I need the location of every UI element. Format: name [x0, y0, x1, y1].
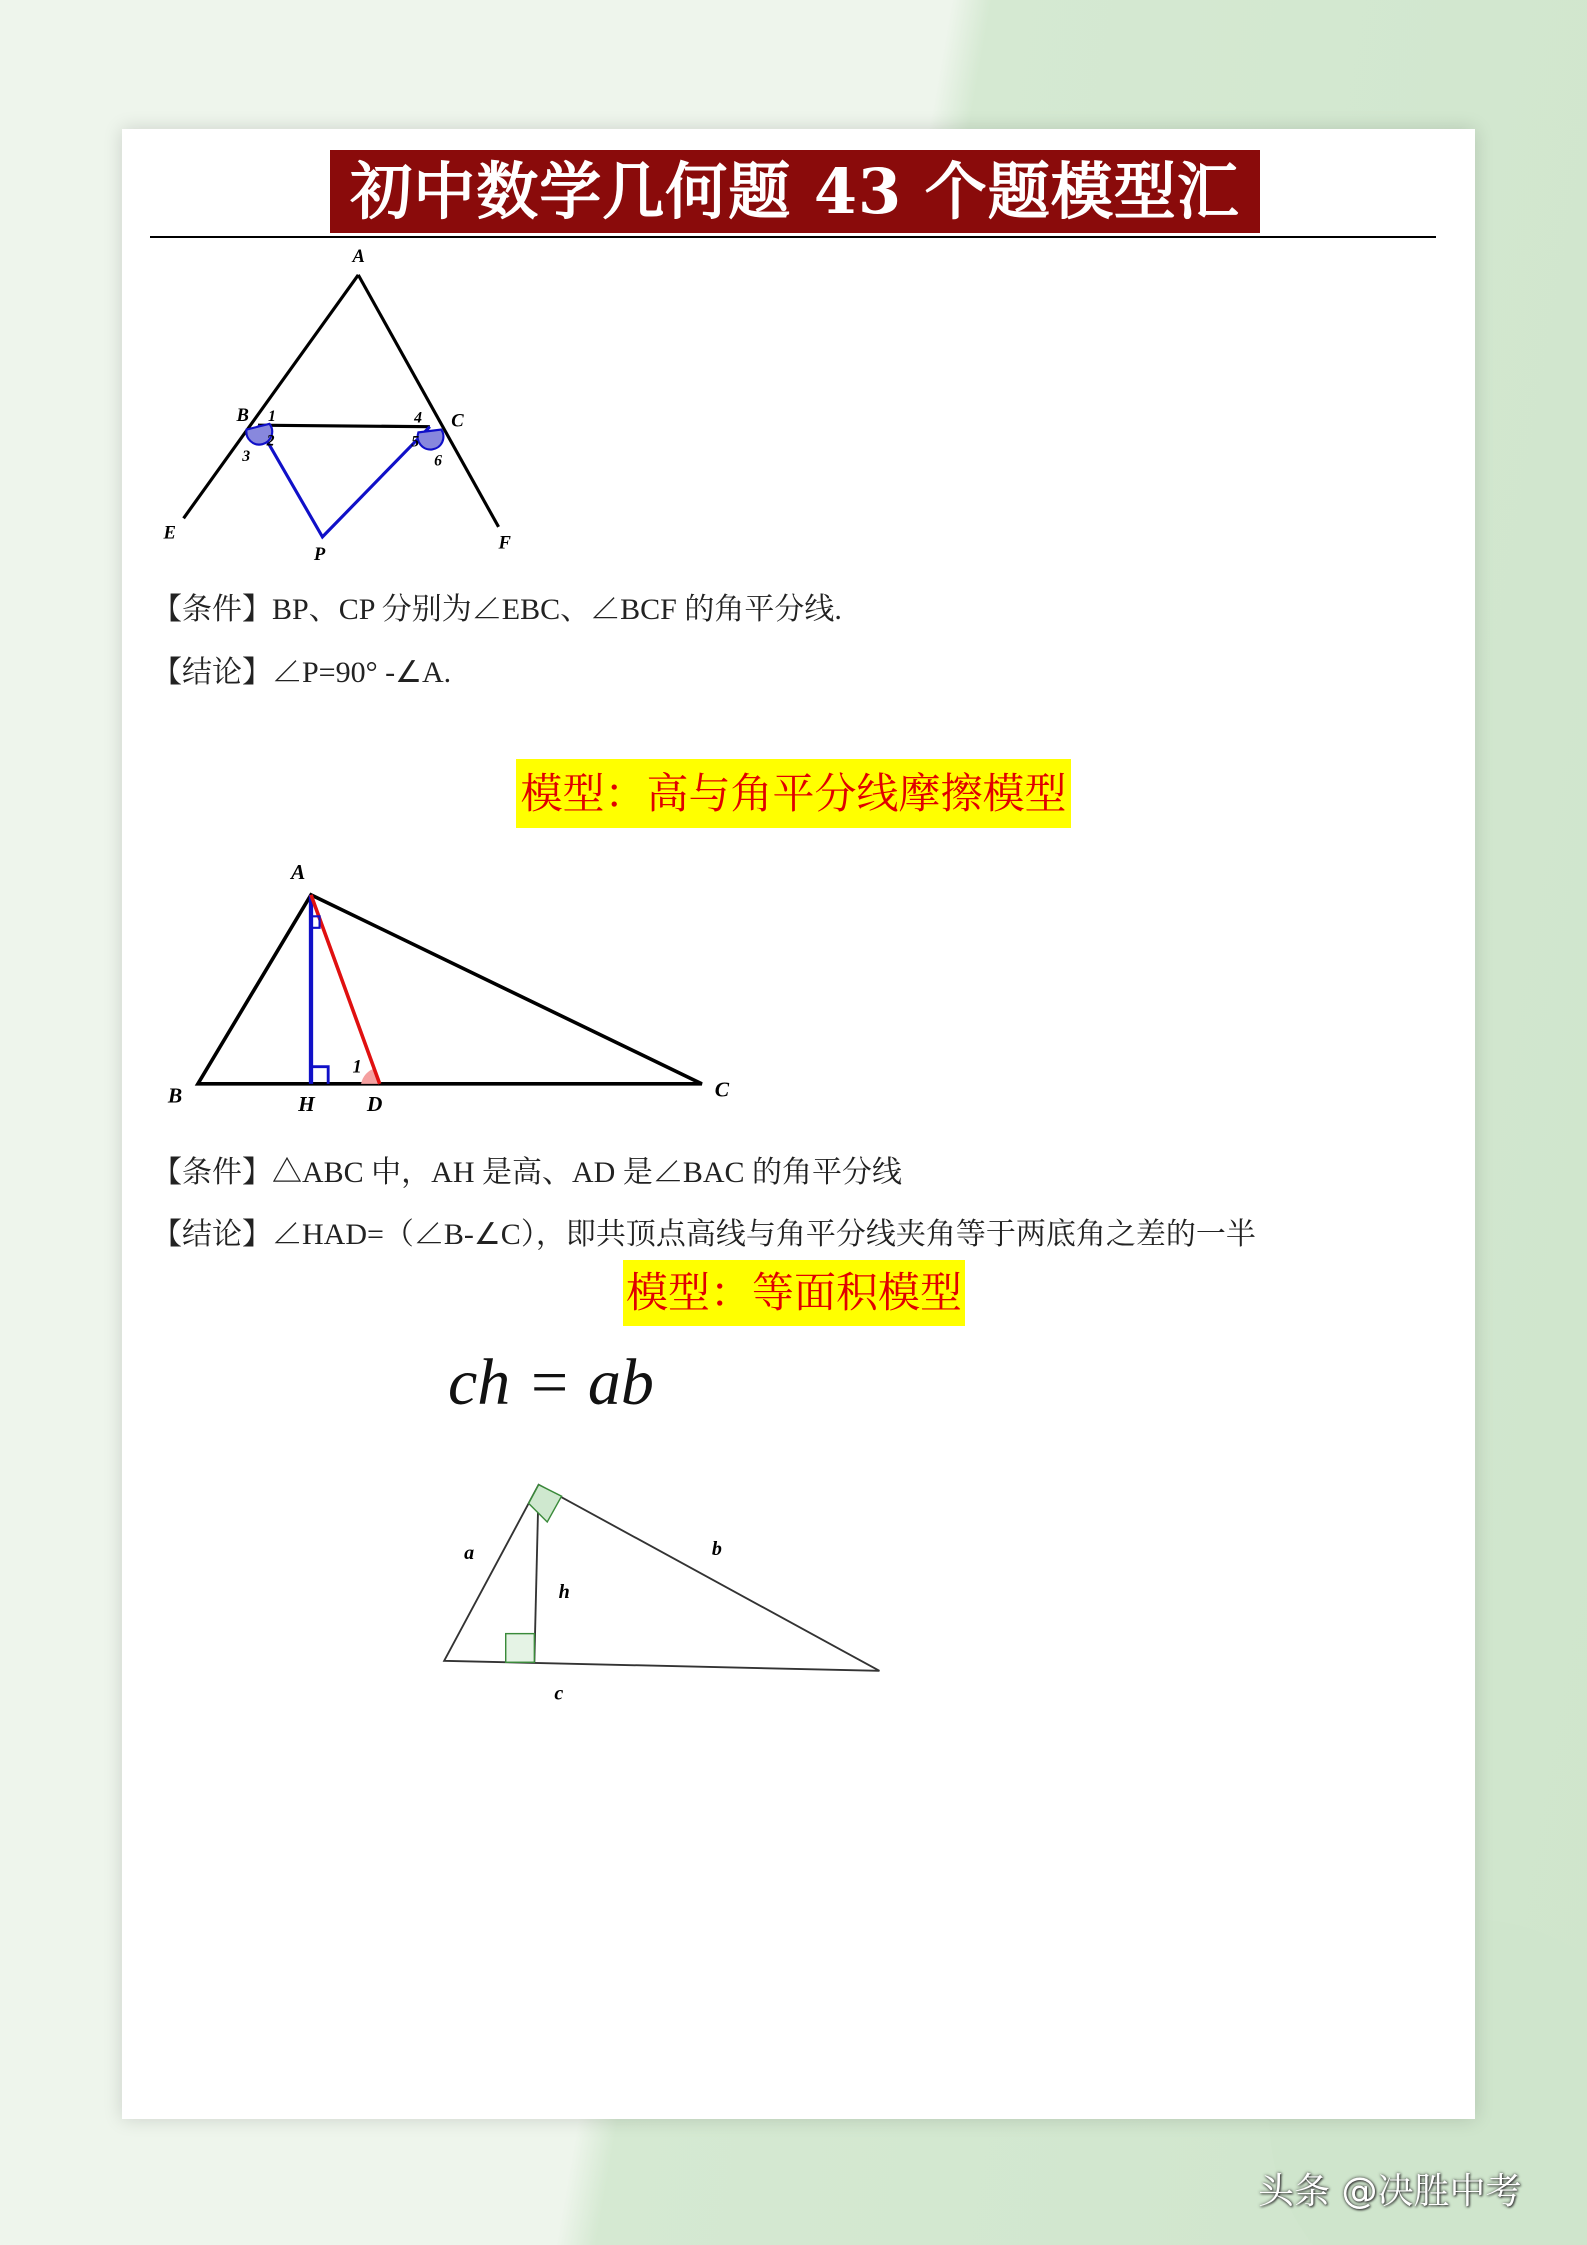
label-4: 4 [414, 409, 422, 427]
model-heading-equal-area: 模型：等面积模型 [623, 1260, 965, 1326]
label-6: 6 [434, 452, 443, 470]
diagram-angle-bisector-exterior [163, 246, 512, 565]
label-A: A [352, 246, 365, 268]
model-heading-altitude-bisector: 模型：高与角平分线摩擦模型 [516, 759, 1071, 828]
label-H: H [298, 1092, 315, 1117]
conclusion-text-2: 【结论】∠HAD=（∠B-∠C），即共顶点高线与角平分线夹角等于两底角之差的一半 [152, 1218, 1256, 1251]
label-b: b [711, 1537, 722, 1560]
label-h: h [558, 1580, 570, 1603]
label-B: B [167, 1083, 183, 1108]
condition-text-1: 【条件】BP、CP 分别为∠EBC、∠BCF 的角平分线. [152, 593, 842, 626]
label-1: 1 [268, 407, 276, 425]
label-a: a [464, 1542, 475, 1565]
diagram-equal-area [444, 1485, 879, 1705]
label-E: E [163, 522, 176, 544]
label-5: 5 [411, 433, 420, 451]
label-D: D [366, 1092, 383, 1117]
equal-area-formula: ch = ab [448, 1346, 654, 1419]
label-2: 2 [266, 432, 275, 450]
label-1: 1 [352, 1056, 362, 1078]
conclusion-text-1: 【结论】∠P=90° -∠A. [152, 656, 452, 689]
label-P: P [313, 543, 326, 565]
condition-text-2: 【条件】△ABC 中，AH 是高、AD 是∠BAC 的角平分线 [152, 1156, 903, 1189]
label-3: 3 [242, 448, 251, 466]
label-F: F [498, 532, 511, 554]
label-A: A [290, 860, 306, 885]
label-C: C [714, 1077, 730, 1102]
label-c: c [554, 1682, 564, 1705]
watermark: 头条 @决胜中考 [1258, 2171, 1522, 2212]
page-title: 初中数学几何题 43 个题模型汇总 [330, 150, 1260, 233]
label-B: B [236, 404, 249, 426]
diagram-altitude-bisector [167, 860, 730, 1116]
label-C: C [451, 410, 464, 432]
